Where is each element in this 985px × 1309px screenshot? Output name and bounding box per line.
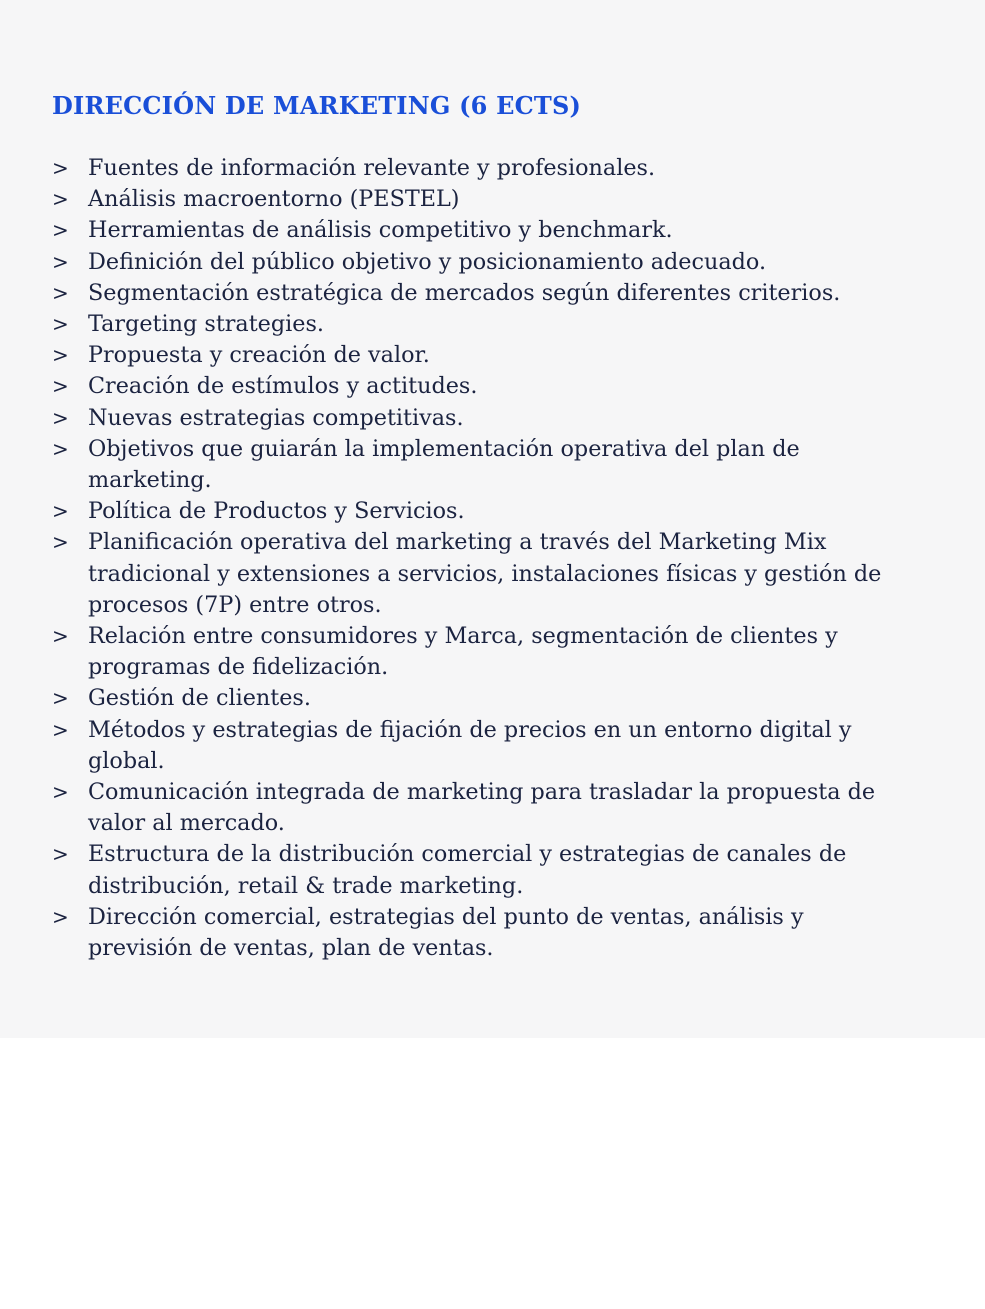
list-item	[52, 683, 952, 714]
list-item-text: valor al mercado.	[88, 810, 285, 837]
list-item-text: Objetivos que guiarán la implementación operativa del plan de	[88, 435, 800, 462]
list-item-text: procesos (7P) entre otros.	[88, 591, 382, 618]
chevron-right-icon: >	[52, 842, 69, 867]
chevron-right-icon: >	[52, 312, 69, 337]
section-title: DIRECCIÓN DE MARKETING (6 ECTS)	[52, 91, 582, 120]
list-item	[52, 496, 952, 527]
chevron-right-icon: >	[52, 218, 69, 243]
list-item-text: Relación entre consumidores y Marca, segmentación de clientes y	[88, 623, 838, 650]
list-item-text: Dirección comercial, estrategias del punto de ventas, análisis y	[88, 903, 804, 930]
list-item	[52, 215, 952, 246]
chevron-right-icon: >	[52, 343, 69, 368]
list-item	[52, 621, 952, 683]
list-item-text: previsión de ventas, plan de ventas.	[88, 935, 494, 962]
list-item-text: Análisis macroentorno (PESTEL)	[88, 186, 460, 213]
chevron-right-icon: >	[52, 374, 69, 399]
list-item	[52, 184, 952, 215]
list-item-text: Segmentación estratégica de mercados según diferentes criterios.	[88, 279, 841, 306]
list-item-text: Creación de estímulos y actitudes.	[88, 373, 478, 400]
list-item-text: Política de Productos y Servicios.	[88, 498, 465, 525]
chevron-right-icon: >	[52, 280, 69, 305]
chevron-right-icon: >	[52, 904, 69, 929]
list-item	[52, 153, 952, 184]
chevron-right-icon: >	[52, 530, 69, 555]
chevron-right-icon: >	[52, 624, 69, 649]
list-item	[52, 715, 952, 777]
list-item-text: Métodos y estrategias de fijación de precios en un entorno digital y	[88, 716, 852, 743]
list-item	[52, 247, 952, 278]
list-item-text: tradicional y extensiones a servicios, instalaciones físicas y gestión de	[88, 560, 882, 587]
chevron-right-icon: >	[52, 156, 69, 180]
list-item	[52, 527, 952, 621]
list-item-text: Definición del público objetivo y posicionamiento adecuado.	[88, 248, 767, 275]
chevron-right-icon: >	[52, 780, 69, 805]
chevron-right-icon: >	[52, 436, 69, 461]
list-item-text: Estructura de la distribución comercial y estrategias de canales de	[88, 841, 847, 868]
list-item-text: programas de fidelización.	[88, 654, 389, 681]
list-item	[52, 839, 952, 901]
chevron-right-icon: >	[52, 187, 69, 212]
chevron-right-icon: >	[52, 499, 69, 524]
list-item-text: Fuentes de información relevante y profesionales.	[88, 155, 656, 181]
list-item	[52, 309, 952, 340]
chevron-right-icon: >	[52, 717, 69, 742]
list-item	[52, 340, 952, 371]
list-item-text: Nuevas estrategias competitivas.	[88, 404, 464, 431]
list-item-text: Propuesta y creación de valor.	[88, 342, 430, 369]
list-item-text: Herramientas de análisis competitivo y benchmark.	[88, 217, 673, 244]
list-item	[52, 434, 952, 496]
list-item-text: Gestión de clientes.	[88, 685, 311, 712]
chevron-right-icon: >	[52, 249, 69, 274]
list-item-text: marketing.	[88, 467, 212, 494]
list-item	[52, 403, 952, 434]
chevron-right-icon: >	[52, 686, 69, 711]
topic-list	[52, 153, 952, 964]
list-item-text: distribución, retail & trade marketing.	[88, 872, 524, 899]
list-item	[52, 371, 952, 402]
list-item	[52, 278, 952, 309]
chevron-right-icon: >	[52, 405, 69, 430]
list-item-text: Comunicación integrada de marketing para trasladar la propuesta de	[88, 779, 876, 806]
list-item	[52, 777, 952, 839]
list-item-text: Planificación operativa del marketing a través del Marketing Mix	[88, 529, 827, 556]
list-item-text: global.	[88, 747, 165, 774]
list-item	[52, 902, 952, 964]
list-item-text: Targeting strategies.	[88, 311, 325, 338]
